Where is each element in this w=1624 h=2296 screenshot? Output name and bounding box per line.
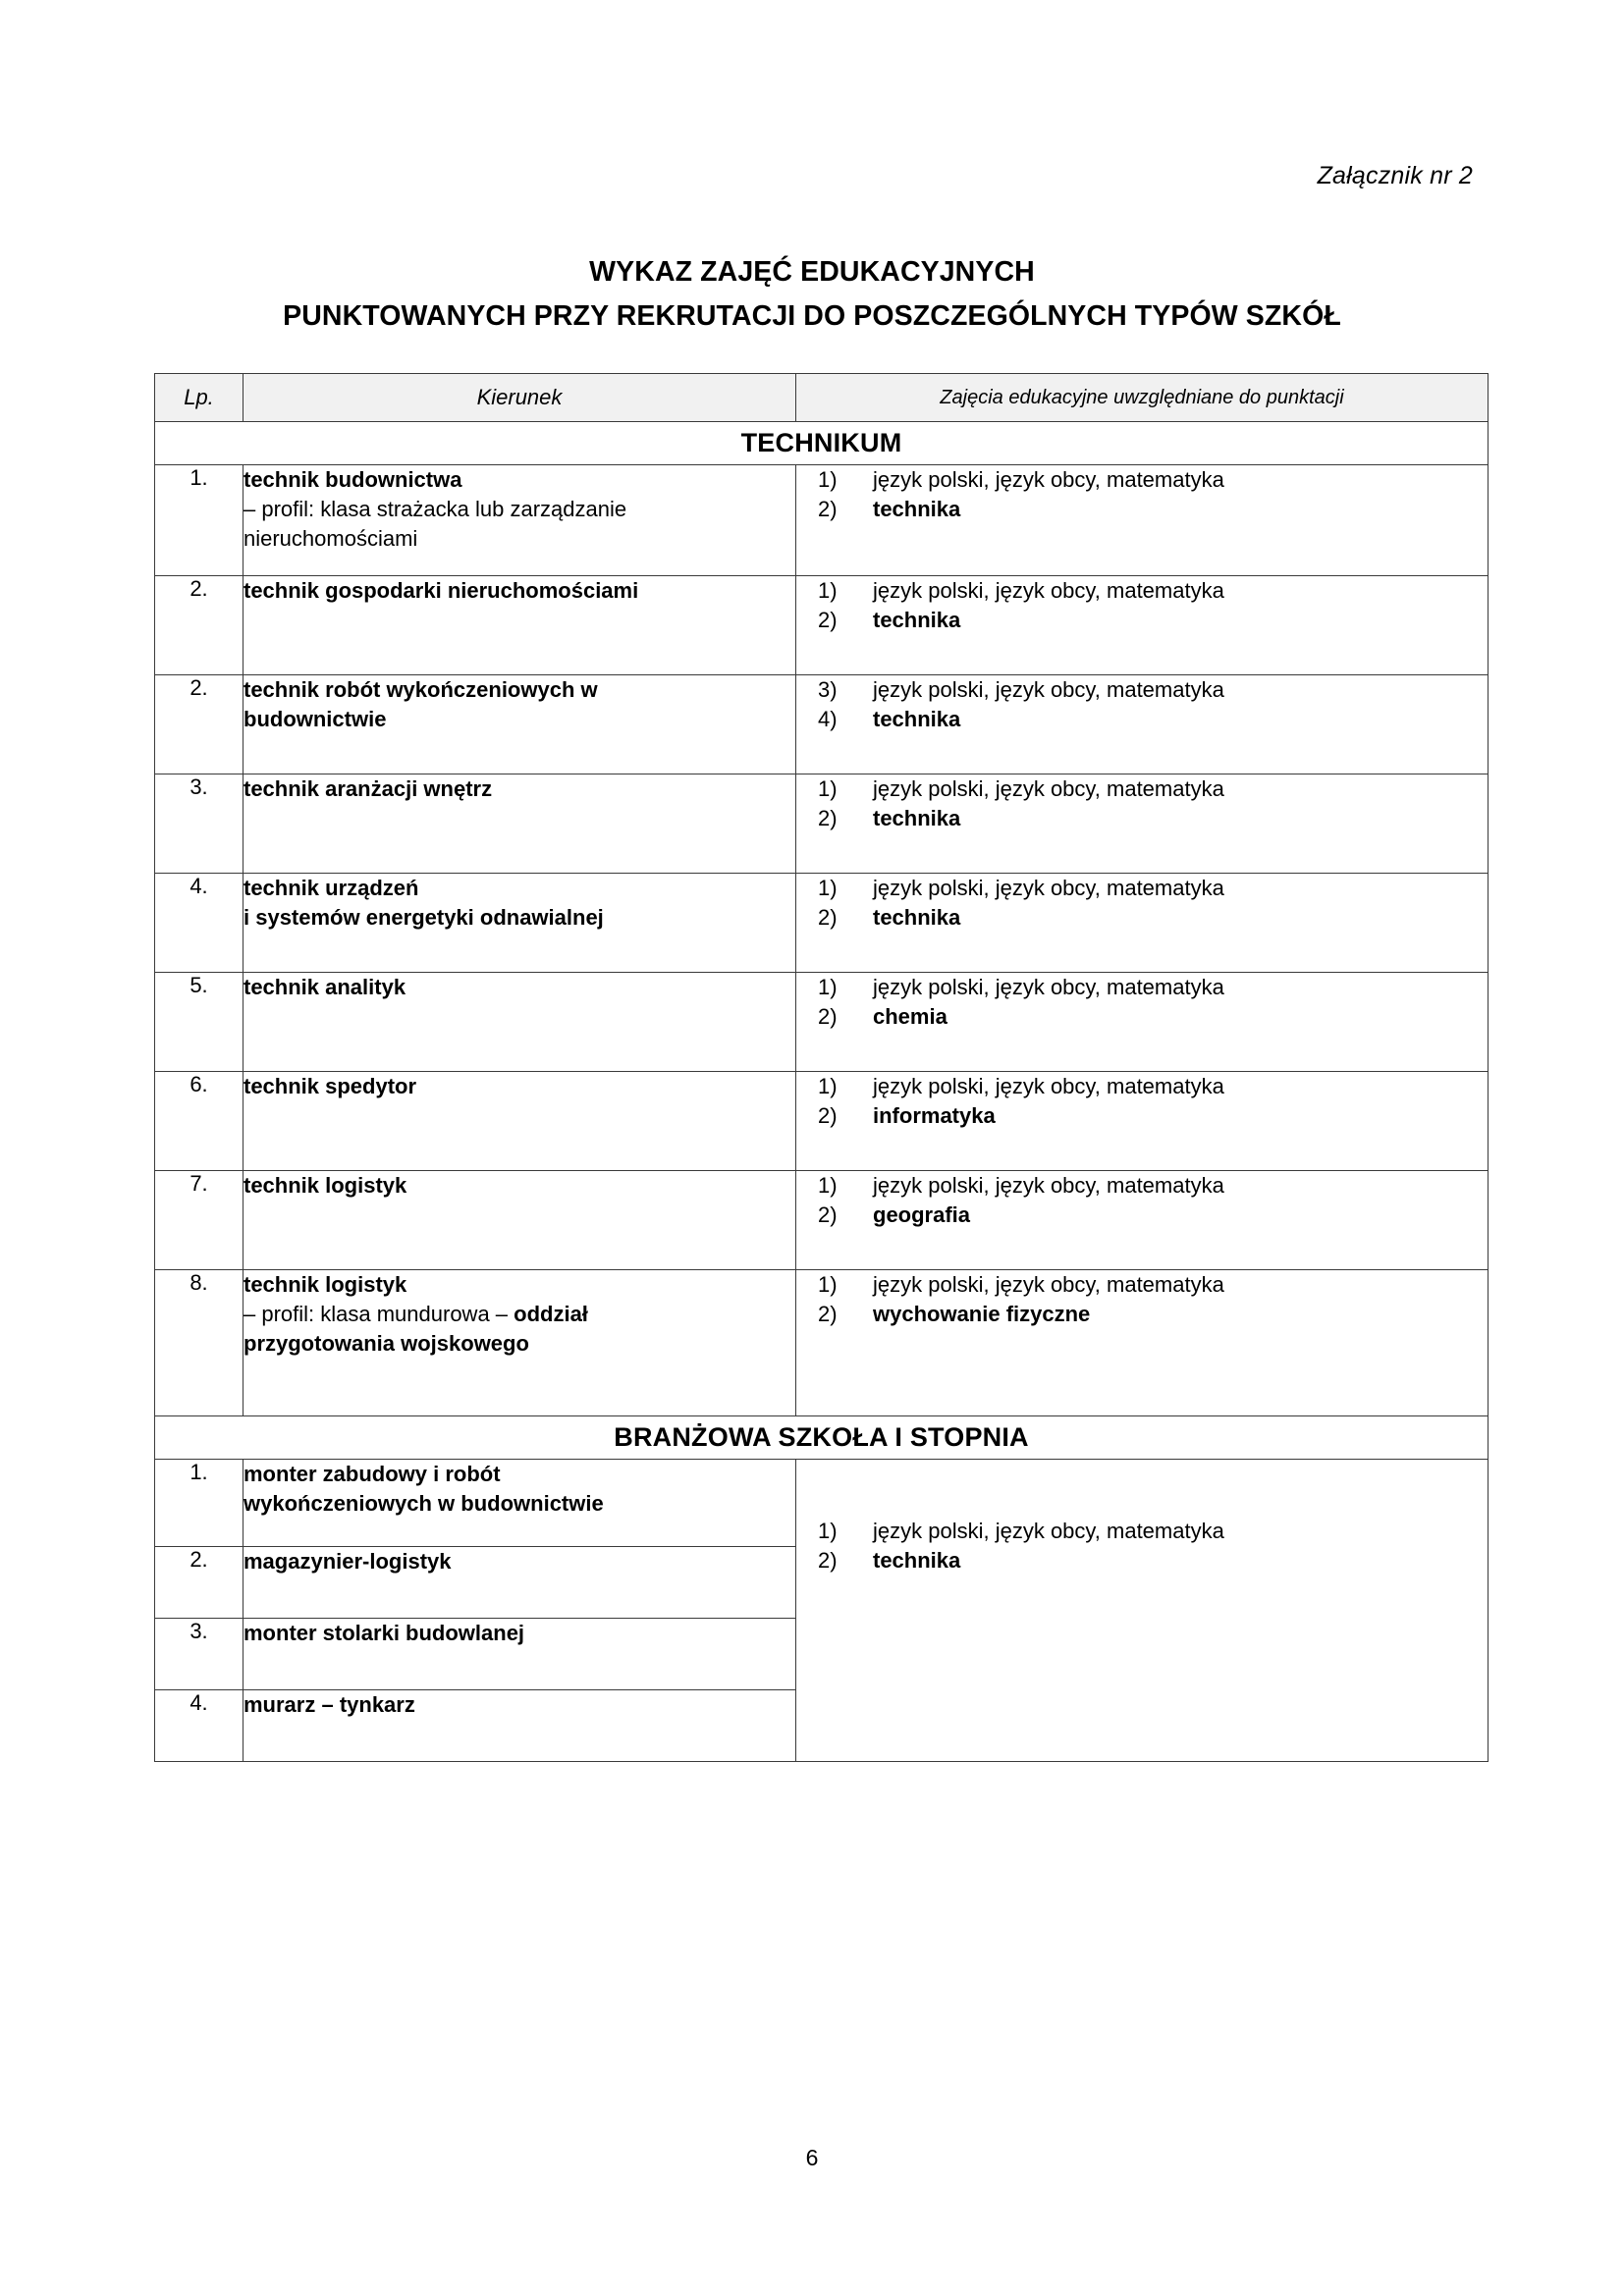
table-row	[155, 1171, 1489, 1270]
subject-label: geografia	[873, 1202, 971, 1227]
direction-cell	[244, 1690, 796, 1762]
subject-row	[796, 606, 1488, 635]
subject-row	[796, 973, 1488, 1002]
row-number: 8.	[155, 1270, 244, 1416]
direction-note-mixed	[244, 1300, 795, 1329]
subject-number: 2)	[818, 608, 838, 632]
subject-row	[796, 1270, 1488, 1300]
subjects-cell	[796, 774, 1489, 874]
title-line-1: WYKAZ ZAJĘĆ EDUKACYJNYCH	[589, 256, 1035, 288]
direction-note-emph-cont: przygotowania wojskowego	[244, 1331, 529, 1356]
subject-number: 1)	[818, 578, 838, 603]
row-number: 4.	[155, 874, 244, 973]
direction-note: – profil: klasa strażacka lub zarządzanie	[244, 497, 627, 521]
subject-label: język polski, język obcy, matematyka	[873, 1519, 1224, 1543]
column-header-kierunek: Kierunek	[244, 374, 796, 422]
row-number: 2.	[155, 576, 244, 675]
direction-name: technik budownictwa	[244, 467, 462, 492]
subject-label: technika	[873, 608, 961, 632]
section-banner-row	[155, 422, 1489, 465]
table-row	[155, 675, 1489, 774]
subject-number: 2)	[818, 497, 838, 521]
subject-list	[796, 675, 1488, 734]
subject-row	[796, 874, 1488, 903]
subjects-cell	[796, 465, 1489, 576]
subject-number: 1)	[818, 776, 838, 801]
subject-label: technika	[873, 707, 961, 731]
column-header-zajecia: Zajęcia edukacyjne uwzględniane do punktacji	[796, 374, 1489, 422]
section-banner: BRANŻOWA SZKOŁA I STOPNIA	[155, 1416, 1489, 1460]
subject-row	[796, 705, 1488, 734]
direction-cell	[244, 874, 796, 973]
direction-note-cont: nieruchomościami	[244, 526, 418, 551]
subject-number: 1)	[818, 1074, 838, 1098]
subjects-cell	[796, 1270, 1489, 1416]
direction-name: monter stolarki budowlanej	[244, 1621, 525, 1645]
title-line-2: PUNKTOWANYCH PRZY REKRUTACJI DO POSZCZEGÓLNYCH TYPÓW SZKÓŁ	[283, 300, 1341, 332]
subjects-cell	[796, 1072, 1489, 1171]
subject-label: język polski, język obcy, matematyka	[873, 467, 1224, 492]
direction-note-emph: oddział	[514, 1302, 588, 1326]
subject-number: 2)	[818, 806, 838, 830]
subject-row	[796, 495, 1488, 524]
subject-label: technika	[873, 806, 961, 830]
row-number: 3.	[155, 1619, 244, 1690]
table-header-row	[155, 374, 1489, 422]
subject-list	[796, 576, 1488, 635]
subject-row	[796, 1171, 1488, 1201]
subject-row	[796, 1002, 1488, 1032]
section-banner: TECHNIKUM	[155, 422, 1489, 465]
direction-name-cont: budownictwie	[244, 707, 387, 731]
subject-list	[796, 874, 1488, 933]
direction-cell	[244, 973, 796, 1072]
subject-label: język polski, język obcy, matematyka	[873, 1173, 1224, 1198]
subjects-cell	[796, 874, 1489, 973]
direction-cell	[244, 576, 796, 675]
row-number: 2.	[155, 1547, 244, 1619]
subject-row	[796, 903, 1488, 933]
subject-label: język polski, język obcy, matematyka	[873, 677, 1224, 702]
subject-row	[796, 675, 1488, 705]
direction-name: technik analityk	[244, 975, 406, 999]
table-row	[155, 774, 1489, 874]
direction-name-cont: i systemów energetyki odnawialnej	[244, 905, 604, 930]
row-number: 6.	[155, 1072, 244, 1171]
subject-label: język polski, język obcy, matematyka	[873, 1272, 1224, 1297]
direction-cell	[244, 1547, 796, 1619]
table-row	[155, 1072, 1489, 1171]
direction-cell	[244, 465, 796, 576]
table-row	[155, 1270, 1489, 1416]
table-row	[155, 1460, 1489, 1547]
subject-row	[796, 465, 1488, 495]
subject-number: 2)	[818, 1302, 838, 1326]
table-row	[155, 874, 1489, 973]
subjects-cell	[796, 1171, 1489, 1270]
subject-number: 2)	[818, 1548, 838, 1573]
subject-number: 1)	[818, 1173, 838, 1198]
direction-name: technik gospodarki nieruchomościami	[244, 578, 639, 603]
subjects-cell-merged	[796, 1460, 1489, 1762]
direction-cell	[244, 1619, 796, 1690]
subject-label: technika	[873, 1548, 961, 1573]
direction-cell	[244, 1460, 796, 1547]
subject-label: język polski, język obcy, matematyka	[873, 876, 1224, 900]
subject-number: 1)	[818, 1272, 838, 1297]
row-number: 2.	[155, 675, 244, 774]
row-number: 4.	[155, 1690, 244, 1762]
subject-row	[796, 1101, 1488, 1131]
subject-number: 2)	[818, 1004, 838, 1029]
subject-row	[796, 774, 1488, 804]
subjects-cell	[796, 576, 1489, 675]
table-row	[155, 465, 1489, 576]
subject-number: 3)	[818, 677, 838, 702]
subject-row	[796, 1300, 1488, 1329]
direction-cell	[244, 1270, 796, 1416]
subject-list	[796, 465, 1488, 524]
direction-cell	[244, 1171, 796, 1270]
subject-number: 1)	[818, 975, 838, 999]
direction-name: murarz – tynkarz	[244, 1692, 415, 1717]
table-row	[155, 973, 1489, 1072]
subject-row	[796, 1546, 1488, 1575]
row-number: 3.	[155, 774, 244, 874]
direction-note-prefix: – profil: klasa mundurowa –	[244, 1302, 514, 1326]
subjects-table	[154, 373, 1489, 1762]
subject-label: chemia	[873, 1004, 947, 1029]
subject-label: język polski, język obcy, matematyka	[873, 1074, 1224, 1098]
subjects-cell	[796, 973, 1489, 1072]
subject-number: 1)	[818, 876, 838, 900]
subject-number: 2)	[818, 1202, 838, 1227]
subject-number: 1)	[818, 467, 838, 492]
direction-name: technik aranżacji wnętrz	[244, 776, 493, 801]
row-number: 1.	[155, 465, 244, 576]
subject-list	[796, 1171, 1488, 1230]
subject-number: 4)	[818, 707, 838, 731]
subject-row	[796, 804, 1488, 833]
direction-name-cont: wykończeniowych w budownictwie	[244, 1491, 604, 1516]
annex-label: Załącznik nr 2	[1317, 162, 1473, 189]
direction-name: magazynier-logistyk	[244, 1549, 452, 1574]
subject-number: 2)	[818, 1103, 838, 1128]
subject-label: technika	[873, 905, 961, 930]
direction-name: technik spedytor	[244, 1074, 417, 1098]
direction-name: technik robót wykończeniowych w	[244, 677, 598, 702]
direction-cell	[244, 1072, 796, 1171]
direction-name: monter zabudowy i robót	[244, 1462, 501, 1486]
subject-row	[796, 576, 1488, 606]
subject-label: język polski, język obcy, matematyka	[873, 578, 1224, 603]
subject-row	[796, 1201, 1488, 1230]
row-number: 7.	[155, 1171, 244, 1270]
subject-label: język polski, język obcy, matematyka	[873, 776, 1224, 801]
subject-label: technika	[873, 497, 961, 521]
page-number: 6	[805, 2145, 819, 2170]
subject-list	[796, 973, 1488, 1032]
subjects-cell	[796, 675, 1489, 774]
subject-list	[796, 1517, 1488, 1575]
subject-list	[796, 774, 1488, 833]
table-row	[155, 576, 1489, 675]
subject-list	[796, 1270, 1488, 1329]
page-title	[0, 250, 1624, 339]
subject-number: 2)	[818, 905, 838, 930]
direction-cell	[244, 675, 796, 774]
direction-cell	[244, 774, 796, 874]
row-number: 5.	[155, 973, 244, 1072]
subject-list	[796, 1072, 1488, 1131]
subjects-table-container	[154, 373, 1488, 1762]
subject-label: informatyka	[873, 1103, 996, 1128]
direction-name: technik logistyk	[244, 1272, 407, 1297]
subject-row	[796, 1517, 1488, 1546]
direction-name: technik urządzeń	[244, 876, 419, 900]
column-header-lp: Lp.	[155, 374, 244, 422]
subject-label: język polski, język obcy, matematyka	[873, 975, 1224, 999]
subject-number: 1)	[818, 1519, 838, 1543]
subject-row	[796, 1072, 1488, 1101]
direction-name: technik logistyk	[244, 1173, 407, 1198]
subject-label: wychowanie fizyczne	[873, 1302, 1091, 1326]
section-banner-row	[155, 1416, 1489, 1460]
row-number: 1.	[155, 1460, 244, 1547]
